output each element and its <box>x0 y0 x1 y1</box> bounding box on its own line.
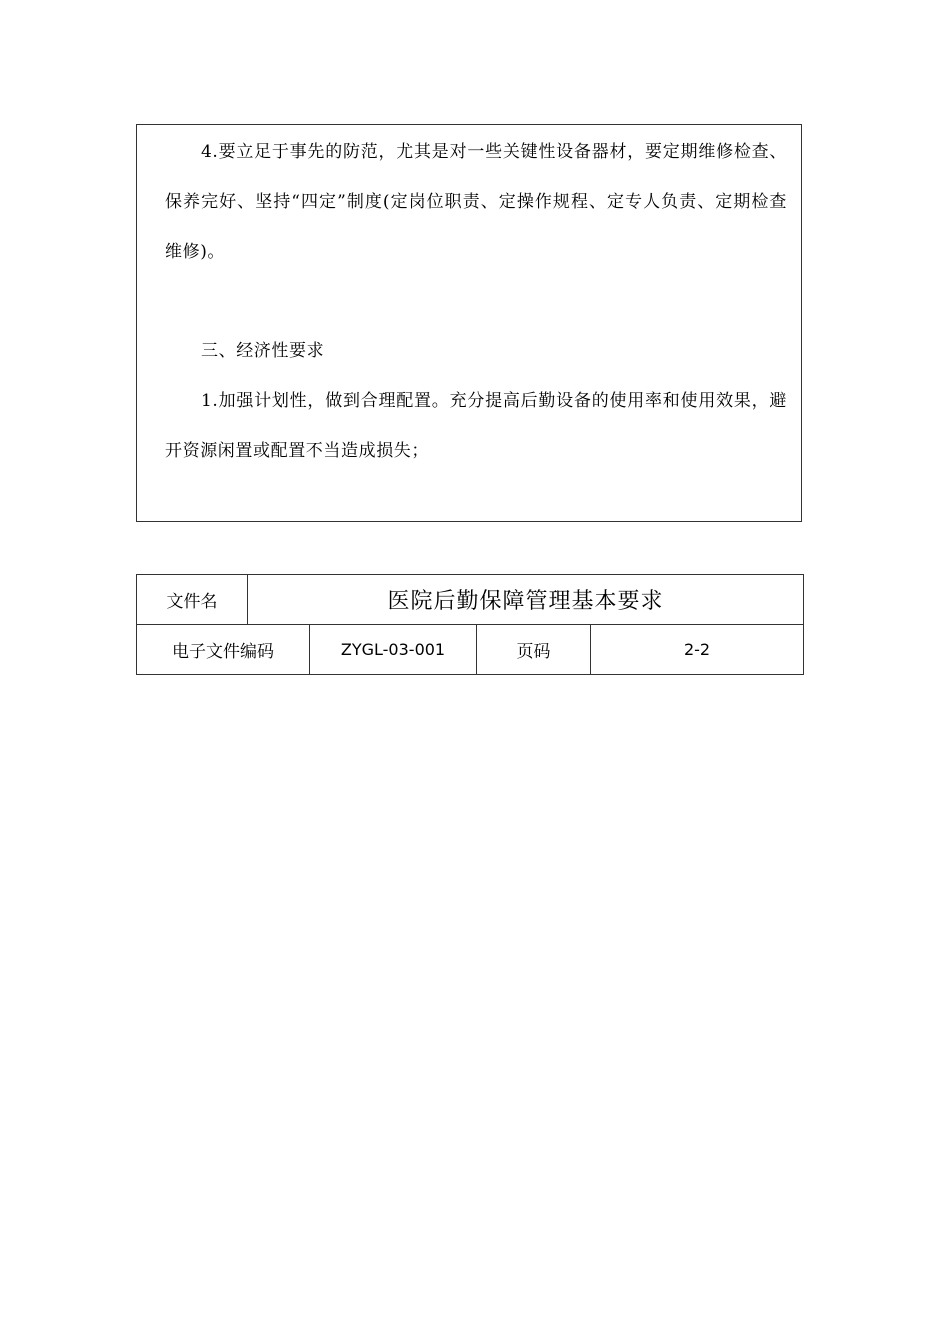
paragraph-requirement-1: 1.加强计划性，做到合理配置。充分提高后勤设备的使用率和使用效果，避开资源闲置或配置不当造成损失； <box>165 391 787 461</box>
electronic-code-value: ZYGL-03-001 <box>310 625 477 675</box>
file-code-row <box>137 625 804 675</box>
file-name-row <box>137 575 804 625</box>
file-name-label: 文件名 <box>137 575 248 625</box>
section-heading-economic: 三、经济性要求 <box>201 341 325 361</box>
content-box <box>136 124 802 522</box>
page-number-value: 2-2 <box>591 625 804 675</box>
paragraph-requirement-4: 4.要立足于事先的防范，尤其是对一些关键性设备器材，要定期维修检查、保养完好、坚持“四定”制度(定岗位职责、定操作规程、定专人负责、定期检查维修)。 <box>165 142 787 262</box>
document-info-table <box>136 574 804 675</box>
electronic-code-label: 电子文件编码 <box>137 625 310 675</box>
file-name-value: 医院后勤保障管理基本要求 <box>248 575 804 625</box>
page-number-label: 页码 <box>477 625 591 675</box>
